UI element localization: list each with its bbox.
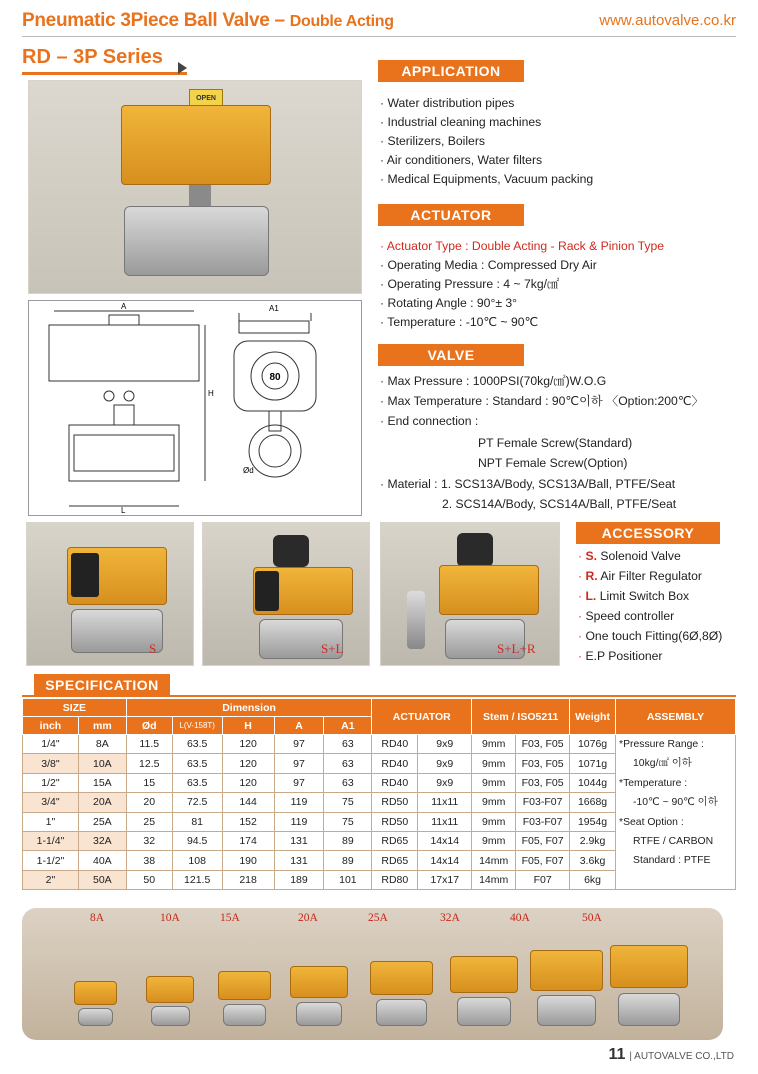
application-item: · Water distribution pipes xyxy=(380,94,593,113)
col-mm: mm xyxy=(78,717,126,735)
valve-item: · Max Pressure : 1000PSI(70kg/㎠)W.O.G xyxy=(380,372,704,391)
table-cell: 63 xyxy=(324,735,372,754)
table-cell: 189 xyxy=(274,870,324,889)
lineup-valve-body xyxy=(376,999,427,1026)
lineup-actuator xyxy=(146,976,194,1003)
assembly-line: *Pressure Range : xyxy=(619,739,704,750)
col-group-size: SIZE xyxy=(23,699,127,717)
table-cell: 101 xyxy=(324,870,372,889)
caption-slr: S+L+R xyxy=(497,641,536,656)
material-item: 2. SCS14A/Body, SCS14A/Ball, PTFE/Seat xyxy=(442,497,677,511)
table-cell: 8A xyxy=(78,735,126,754)
table-cell: 3/8" xyxy=(23,754,79,773)
valve-item: · End connection : xyxy=(380,412,704,431)
table-cell: 72.5 xyxy=(172,793,222,812)
table-cell: RD65 xyxy=(372,851,418,870)
table-cell: F03, F05 xyxy=(516,773,570,792)
table-cell: RD50 xyxy=(372,812,418,831)
table-cell: 50 xyxy=(126,870,172,889)
col-group-dimension: Dimension xyxy=(126,699,372,717)
table-cell: RD65 xyxy=(372,831,418,850)
table-cell: 2.9kg xyxy=(570,831,616,850)
table-cell: 108 xyxy=(172,851,222,870)
material-block: · Material : 1. SCS13A/Body, SCS13A/Ball, PTFE/Seat 2. SCS14A/Body, SCS14A/Ball, PTFE/Seat xyxy=(380,474,676,514)
accessory-item: · E.P Positioner xyxy=(578,646,722,666)
table-cell: 14x14 xyxy=(418,851,472,870)
table-cell: 75 xyxy=(324,812,372,831)
solenoid-valve xyxy=(71,553,99,597)
table-cell: 63.5 xyxy=(172,773,222,792)
lineup-size-label: 20A xyxy=(298,912,318,924)
col-l: L(V-158T) xyxy=(172,717,222,735)
actuator-body xyxy=(121,105,271,185)
accessory-item: · L. Limit Switch Box xyxy=(578,586,722,606)
drawing-svg xyxy=(29,301,363,517)
table-cell: 1" xyxy=(23,812,79,831)
series-title: RD – 3P Series xyxy=(22,46,163,68)
end-connection-list xyxy=(478,433,632,473)
drawing-label-a1: A1 xyxy=(269,304,279,313)
page-footer: 11 | AUTOVALVE CO.,LTD xyxy=(608,1046,734,1063)
lineup-actuator xyxy=(74,981,117,1005)
table-cell: 9mm xyxy=(472,754,516,773)
table-cell: 1076g xyxy=(570,735,616,754)
table-cell: 190 xyxy=(222,851,274,870)
lineup-actuator xyxy=(530,950,603,990)
lineup-valve-body xyxy=(78,1008,113,1026)
application-item: · Air conditioners, Water filters xyxy=(380,151,593,170)
table-cell: 120 xyxy=(222,754,274,773)
table-cell: 174 xyxy=(222,831,274,850)
table-cell: 14mm xyxy=(472,870,516,889)
table-cell: RD40 xyxy=(372,773,418,792)
application-item: · Industrial cleaning machines xyxy=(380,113,593,132)
valve-stem xyxy=(189,185,211,207)
material-label: Material : xyxy=(387,477,441,491)
table-cell: F05, F07 xyxy=(516,851,570,870)
application-item: · Medical Equipments, Vacuum packing xyxy=(380,170,593,189)
page-number: 11 xyxy=(608,1046,626,1063)
table-cell: 11x11 xyxy=(418,812,472,831)
accessory-item: · S. Solenoid Valve xyxy=(578,546,722,566)
table-cell: 152 xyxy=(222,812,274,831)
table-cell: RD40 xyxy=(372,754,418,773)
table-cell: 9x9 xyxy=(418,773,472,792)
table-cell: 15A xyxy=(78,773,126,792)
table-cell: 119 xyxy=(274,793,324,812)
lineup-size-label: 8A xyxy=(90,912,105,924)
table-cell: 120 xyxy=(222,773,274,792)
col-stem: Stem / ISO5211 xyxy=(472,699,570,735)
table-cell: 3.6kg xyxy=(570,851,616,870)
technical-drawing xyxy=(28,300,362,516)
assembly-line: *Temperature : xyxy=(619,777,688,789)
table-cell: 1-1/2" xyxy=(23,851,79,870)
product-photo-main xyxy=(28,80,362,294)
table-cell: 121.5 xyxy=(172,870,222,889)
table-cell: 1668g xyxy=(570,793,616,812)
accessory-item: · R. Air Filter Regulator xyxy=(578,566,722,586)
lineup-size-label: 50A xyxy=(582,912,602,924)
table-cell: 81 xyxy=(172,812,222,831)
col-d: Ød xyxy=(126,717,172,735)
drawing-actuator-outline xyxy=(49,325,199,381)
table-cell: 97 xyxy=(274,735,324,754)
actuator-item: · Operating Media : Compressed Dry Air xyxy=(380,256,664,275)
application-heading: APPLICATION xyxy=(378,60,524,82)
assembly-line: *Seat Option : xyxy=(619,816,684,828)
table-cell: 9mm xyxy=(472,831,516,850)
lineup-valve-body xyxy=(618,993,680,1026)
lineup-size-label: 15A xyxy=(220,912,240,924)
lineup-valve-body xyxy=(537,995,596,1026)
drawing-label-h: H xyxy=(208,389,214,398)
photo-slr xyxy=(380,522,560,666)
accessory-list xyxy=(578,546,722,666)
table-cell: 75 xyxy=(324,793,372,812)
table-cell: 6kg xyxy=(570,870,616,889)
end-connection-item: NPT Female Screw(Option) xyxy=(478,456,628,470)
col-assembly: ASSEMBLY xyxy=(616,699,736,735)
table-cell: 94.5 xyxy=(172,831,222,850)
lineup-valve-body xyxy=(223,1004,266,1026)
lineup-valve-body xyxy=(457,997,512,1026)
table-cell: 119 xyxy=(274,812,324,831)
table-cell: 144 xyxy=(222,793,274,812)
table-cell: 10A xyxy=(78,754,126,773)
drawing-label-a: A xyxy=(121,302,127,311)
table-cell: 120 xyxy=(222,735,274,754)
accessory-item: · One touch Fitting(6Ø,8Ø) xyxy=(578,626,722,646)
table-cell: 2" xyxy=(23,870,79,889)
col-inch: inch xyxy=(23,717,79,735)
actuator-item: · Actuator Type : Double Acting - Rack & Pinion Type xyxy=(380,237,664,256)
table-cell: F03, F05 xyxy=(516,735,570,754)
col-a1: A1 xyxy=(324,717,372,735)
drawing-indicator-outline xyxy=(109,315,139,325)
assembly-line: Standard : PTFE xyxy=(633,855,711,867)
actuator-item: · Operating Pressure : 4 ~ 7kg/㎠ xyxy=(380,275,664,294)
assembly-line: 10kg/㎠ 이하 xyxy=(633,758,692,770)
table-cell: 14x14 xyxy=(418,831,472,850)
actuator-item: · Temperature : -10℃ ~ 90℃ xyxy=(380,313,664,332)
table-cell: 9x9 xyxy=(418,754,472,773)
table-cell: 15 xyxy=(126,773,172,792)
table-cell: 11x11 xyxy=(418,793,472,812)
lineup-size-label: 32A xyxy=(440,912,460,924)
table-cell: 97 xyxy=(274,754,324,773)
lineup-actuator xyxy=(218,971,271,1000)
table-cell: 32 xyxy=(126,831,172,850)
assembly-line: -10℃ ~ 90℃ 이하 xyxy=(633,797,718,809)
col-a: A xyxy=(274,717,324,735)
drawing-badge: 80 xyxy=(269,372,281,383)
table-cell: 9x9 xyxy=(418,735,472,754)
valve-heading: VALVE xyxy=(378,344,524,366)
table-cell: 1-1/4" xyxy=(23,831,79,850)
table-cell: 9mm xyxy=(472,735,516,754)
specification-table xyxy=(22,698,736,890)
table-cell: 1/4" xyxy=(23,735,79,754)
specification-heading: SPECIFICATION xyxy=(34,674,170,696)
table-cell: 25A xyxy=(78,812,126,831)
table-cell: 20A xyxy=(78,793,126,812)
table-row xyxy=(23,735,736,754)
drawing-label-l: L xyxy=(121,506,126,515)
valve-list xyxy=(380,345,704,431)
table-cell: 97 xyxy=(274,773,324,792)
table-cell: 63 xyxy=(324,754,372,773)
table-cell: 89 xyxy=(324,851,372,870)
table-cell: 20 xyxy=(126,793,172,812)
table-cell: 131 xyxy=(274,851,324,870)
table-cell: 9mm xyxy=(472,773,516,792)
lineup-valve-body xyxy=(151,1006,190,1026)
photo-sl xyxy=(202,522,370,666)
open-indicator: OPEN xyxy=(189,89,223,107)
table-cell: 1071g xyxy=(570,754,616,773)
table-cell: 9mm xyxy=(472,793,516,812)
col-weight: Weight xyxy=(570,699,616,735)
lineup-size-label: 25A xyxy=(368,912,388,924)
table-cell: 131 xyxy=(274,831,324,850)
table-cell: F03-F07 xyxy=(516,812,570,831)
air-filter-regulator xyxy=(407,591,425,649)
table-cell: 1044g xyxy=(570,773,616,792)
specification-rule xyxy=(22,695,736,697)
table-cell: 63 xyxy=(324,773,372,792)
header-url[interactable]: www.autovalve.co.kr xyxy=(599,12,736,29)
series-arrow-icon xyxy=(178,62,187,74)
table-cell: F03-F07 xyxy=(516,793,570,812)
table-cell: 17x17 xyxy=(418,870,472,889)
application-item: · Sterilizers, Boilers xyxy=(380,132,593,151)
lineup-size-label: 10A xyxy=(160,912,180,924)
caption-s: S xyxy=(149,641,157,656)
table-cell: RD40 xyxy=(372,735,418,754)
lineup-actuator xyxy=(450,956,518,993)
caption-sl: S+L xyxy=(321,641,344,656)
assembly-notes xyxy=(616,735,736,890)
actuator-list xyxy=(380,237,664,332)
product-lineup-photo xyxy=(22,908,723,1040)
drawing-flange xyxy=(249,425,301,477)
accessory-item: · Speed controller xyxy=(578,606,722,626)
lineup-valve-body xyxy=(296,1002,343,1026)
table-cell: 32A xyxy=(78,831,126,850)
end-connection-item: PT Female Screw(Standard) xyxy=(478,436,633,450)
table-cell: F03, F05 xyxy=(516,754,570,773)
table-cell: 1/2" xyxy=(23,773,79,792)
lineup-actuator xyxy=(290,966,348,998)
table-cell: 89 xyxy=(324,831,372,850)
accessory-heading: ACCESSORY xyxy=(576,522,720,544)
table-cell: 12.5 xyxy=(126,754,172,773)
lineup-size-label: 40A xyxy=(510,912,530,924)
table-cell: 218 xyxy=(222,870,274,889)
series-underline xyxy=(22,72,187,75)
table-cell: 25 xyxy=(126,812,172,831)
footer-company: AUTOVALVE CO.,LTD xyxy=(634,1051,734,1062)
table-cell: F07 xyxy=(516,870,570,889)
table-cell: 3/4" xyxy=(23,793,79,812)
lineup-actuator xyxy=(610,945,688,988)
col-actuator: ACTUATOR xyxy=(372,699,472,735)
table-cell: 38 xyxy=(126,851,172,870)
table-cell: 40A xyxy=(78,851,126,870)
col-h: H xyxy=(222,717,274,735)
valve-body xyxy=(124,206,269,276)
table-cell: 14mm xyxy=(472,851,516,870)
drawing-valve-outline xyxy=(69,425,179,481)
lineup-actuator xyxy=(370,961,433,996)
application-list xyxy=(380,94,593,189)
table-cell: 11.5 xyxy=(126,735,172,754)
header-divider xyxy=(22,36,736,37)
table-cell: 50A xyxy=(78,870,126,889)
table-cell: 1954g xyxy=(570,812,616,831)
table-cell: 9mm xyxy=(472,812,516,831)
table-cell: RD50 xyxy=(372,793,418,812)
actuator-item: · Rotating Angle : 90°± 3° xyxy=(380,294,664,313)
limit-switch-box xyxy=(273,535,309,567)
table-cell: RD80 xyxy=(372,870,418,889)
page-header-title: Pneumatic 3Piece Ball Valve – Double Acting xyxy=(22,10,394,31)
valve-item: · Max Temperature : Standard : 90℃이하 〈Option:200℃〉 xyxy=(380,391,704,412)
material-item: 1. SCS13A/Body, SCS13A/Ball, PTFE/Seat xyxy=(440,477,676,491)
assembly-line: RTFE / CARBON xyxy=(633,836,714,848)
table-cell: 63.5 xyxy=(172,754,222,773)
table-cell: F05, F07 xyxy=(516,831,570,850)
actuator-heading: ACTUATOR xyxy=(378,204,524,226)
drawing-label-d: Ød xyxy=(243,466,254,475)
table-cell: 63.5 xyxy=(172,735,222,754)
photo-s xyxy=(26,522,194,666)
